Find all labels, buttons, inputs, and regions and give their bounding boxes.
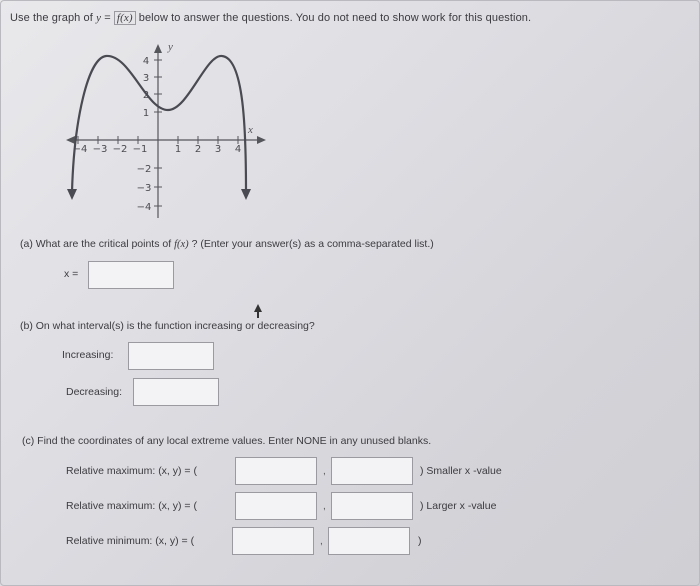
rel-min-comma: , bbox=[320, 536, 323, 547]
instructions-y-var: y bbox=[96, 12, 102, 24]
part-a-question-start: (a) What are the critical points of bbox=[20, 238, 172, 250]
y-tick-label-1: 1 bbox=[142, 108, 150, 119]
rel-max-2-y-input[interactable] bbox=[331, 492, 413, 520]
y-tick-label-2: 2 bbox=[142, 90, 150, 101]
rel-max-1-label: Relative maximum: (x, y) = ( bbox=[66, 465, 197, 477]
y-tick-label-4: 4 bbox=[142, 56, 150, 67]
rel-max-1-comma: , bbox=[323, 466, 326, 477]
y-tick-label-3: 3 bbox=[142, 73, 150, 84]
curve-arrow-right bbox=[241, 189, 251, 200]
instructions-fx: f(x) bbox=[114, 11, 136, 25]
y-axis-arrow bbox=[154, 44, 162, 53]
increasing-input[interactable] bbox=[128, 342, 214, 370]
instructions bbox=[10, 12, 531, 24]
rel-min-y-input[interactable] bbox=[328, 527, 410, 555]
part-a-x-label: x = bbox=[64, 268, 79, 280]
x-axis-arrow-right bbox=[257, 136, 266, 144]
rel-min-suffix: ) bbox=[418, 535, 422, 547]
x-axis-arrow-left bbox=[66, 136, 75, 144]
x-tick-label-4: 4 bbox=[234, 144, 242, 155]
y-axis-label: y bbox=[168, 41, 173, 53]
decreasing-input[interactable] bbox=[133, 378, 219, 406]
x-tick-label-neg4: −4 bbox=[72, 144, 88, 155]
x-tick-label-3: 3 bbox=[214, 144, 222, 155]
function-graph bbox=[60, 40, 270, 220]
rel-min-label: Relative minimum: (x, y) = ( bbox=[66, 535, 195, 547]
decreasing-label: Decreasing: bbox=[66, 386, 123, 398]
increasing-label: Increasing: bbox=[62, 349, 114, 361]
instructions-equals: = bbox=[104, 12, 111, 24]
rel-max-1-y-input[interactable] bbox=[331, 457, 413, 485]
rel-max-2-label: Relative maximum: (x, y) = ( bbox=[66, 500, 197, 512]
x-tick-label-neg1: −1 bbox=[132, 144, 148, 155]
rel-max-1-x-input[interactable] bbox=[235, 457, 317, 485]
part-c-question: (c) Find the coordinates of any local extreme values. Enter NONE in any unused blanks. bbox=[22, 435, 432, 447]
x-tick-label-neg3: −3 bbox=[92, 144, 108, 155]
part-a-fx: f(x) bbox=[174, 239, 189, 250]
rel-max-2-suffix: ) Larger x -value bbox=[420, 500, 497, 512]
rel-max-2-x-input[interactable] bbox=[235, 492, 317, 520]
curve-arrow-left bbox=[67, 189, 77, 200]
x-tick-label-2: 2 bbox=[194, 144, 202, 155]
critical-points-input[interactable] bbox=[88, 261, 174, 289]
rel-min-x-input[interactable] bbox=[232, 527, 314, 555]
function-curve bbox=[72, 56, 246, 192]
y-tick-label-neg3: −3 bbox=[136, 183, 152, 194]
part-b-question: (b) On what interval(s) is the function increasing or decreasing? bbox=[20, 320, 315, 332]
x-axis-label: x bbox=[248, 124, 253, 136]
instructions-prefix: Use the graph of bbox=[10, 12, 93, 24]
instructions-suffix: below to answer the questions. You do not need to show work for this question. bbox=[138, 12, 532, 24]
y-tick-label-neg2: −2 bbox=[136, 164, 152, 175]
rel-max-1-suffix: ) Smaller x -value bbox=[420, 465, 502, 477]
x-tick-label-neg2: −2 bbox=[112, 144, 128, 155]
y-tick-label-neg4: −4 bbox=[136, 202, 152, 213]
rel-max-2-comma: , bbox=[323, 501, 326, 512]
x-tick-label-1: 1 bbox=[174, 144, 182, 155]
part-a-question bbox=[20, 238, 434, 250]
mouse-cursor-icon bbox=[252, 304, 264, 320]
part-a-question-end: ? (Enter your answer(s) as a comma-separated list.) bbox=[191, 238, 434, 250]
